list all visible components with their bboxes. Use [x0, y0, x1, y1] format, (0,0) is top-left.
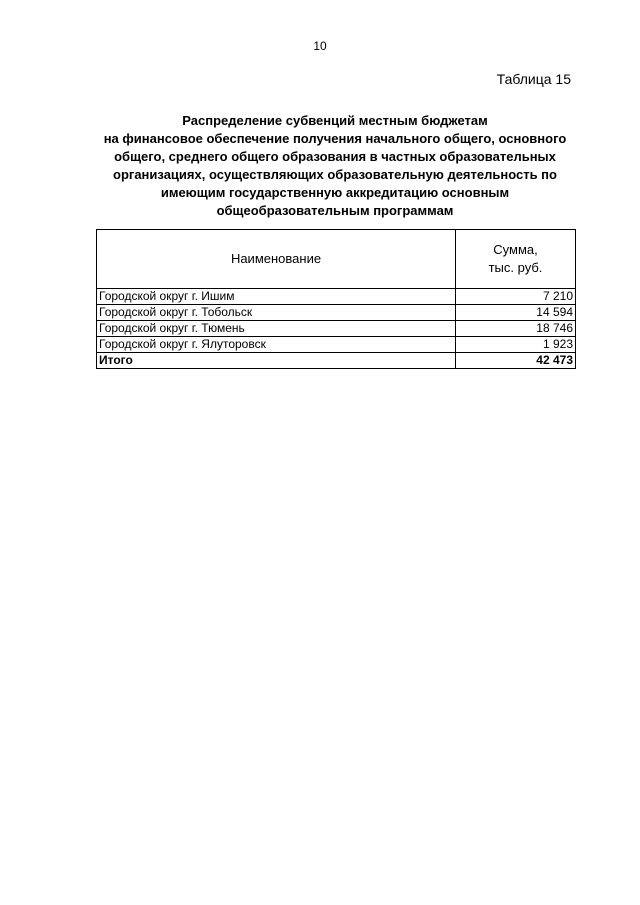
title-line: общего, среднего общего образования в частных образовательных	[114, 149, 556, 164]
total-value: 42 473	[456, 353, 576, 369]
table-row	[97, 321, 576, 337]
title-line: организациях, осуществляющих образовательную деятельность по	[113, 167, 557, 182]
table-total-row	[97, 353, 576, 369]
header-sum-line2: тыс. руб.	[488, 260, 543, 275]
row-value: 7 210	[456, 289, 576, 305]
row-value: 1 923	[456, 337, 576, 353]
title-line: на финансовое обеспечение получения начального общего, основного	[103, 131, 567, 146]
header-name: Наименование	[97, 230, 456, 289]
document-title	[90, 112, 580, 220]
row-value: 18 746	[456, 321, 576, 337]
row-name: Городской округ г. Ялуторовск	[97, 337, 456, 353]
row-name: Городской округ г. Тобольск	[97, 305, 456, 321]
page-number: 10	[313, 39, 327, 53]
row-name: Городской округ г. Тюмень	[97, 321, 456, 337]
title-line: Распределение субвенций местным бюджетам	[182, 113, 488, 128]
table-label: Таблица 15	[496, 71, 571, 87]
header-sum	[456, 230, 576, 289]
table-row	[97, 305, 576, 321]
row-name: Городской округ г. Ишим	[97, 289, 456, 305]
table-row	[97, 337, 576, 353]
header-sum-line1: Сумма,	[493, 242, 538, 257]
table-header-row	[97, 230, 576, 289]
table-row	[97, 289, 576, 305]
title-line: имеющим государственную аккредитацию основным	[160, 185, 510, 200]
total-label: Итого	[97, 353, 456, 369]
title-line: общеобразовательным программам	[216, 203, 454, 218]
subvention-table	[96, 229, 576, 369]
row-value: 14 594	[456, 305, 576, 321]
